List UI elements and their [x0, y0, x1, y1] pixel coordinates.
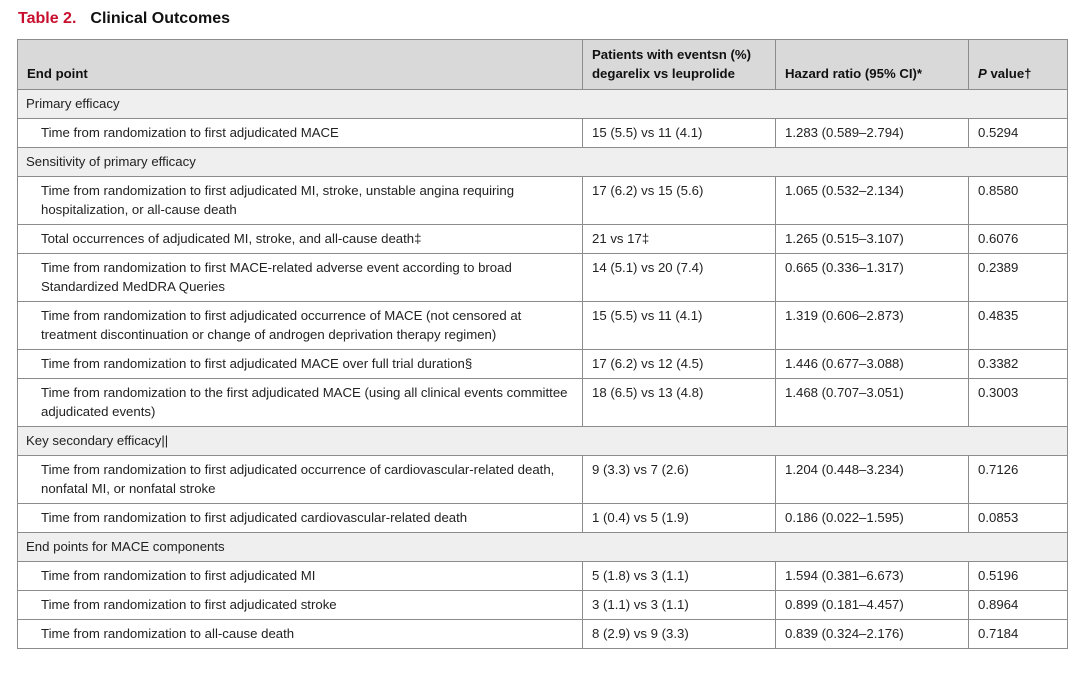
hazard-ratio-cell: 1.594 (0.381–6.673) [776, 562, 969, 591]
p-value-cell: 0.3003 [969, 379, 1068, 427]
endpoint-cell: Time from randomization to first adjudicated cardiovascular-related death [18, 504, 583, 533]
table-label: Table 2. [18, 10, 77, 27]
hazard-ratio-cell: 1.468 (0.707–3.051) [776, 379, 969, 427]
table-row [18, 504, 1068, 533]
table-row [18, 350, 1068, 379]
header-p-value [969, 40, 1068, 90]
header-patients [583, 40, 776, 90]
section-row [18, 90, 1068, 119]
endpoint-cell: Time from randomization to first adjudicated occurrence of MACE (not censored at treatment discontinuation or change of androgen deprivation therapy regimen) [18, 302, 583, 350]
hazard-ratio-cell: 0.839 (0.324–2.176) [776, 620, 969, 649]
header-patients-line2: degarelix vs leuprolide [592, 66, 735, 81]
table-row [18, 562, 1068, 591]
patients-cell: 8 (2.9) vs 9 (3.3) [583, 620, 776, 649]
table-title: Clinical Outcomes [90, 10, 230, 27]
endpoint-cell: Total occurrences of adjudicated MI, stroke, and all-cause death‡ [18, 225, 583, 254]
clinical-outcomes-table [17, 39, 1068, 649]
hazard-ratio-cell: 1.265 (0.515–3.107) [776, 225, 969, 254]
p-value-cell: 0.7126 [969, 456, 1068, 504]
p-value-cell: 0.7184 [969, 620, 1068, 649]
endpoint-cell: Time from randomization to first MACE-related adverse event according to broad Standardized MedDRA Queries [18, 254, 583, 302]
section-title: End points for MACE components [18, 533, 1068, 562]
patients-cell: 17 (6.2) vs 15 (5.6) [583, 177, 776, 225]
patients-cell: 18 (6.5) vs 13 (4.8) [583, 379, 776, 427]
table-caption [18, 10, 230, 28]
patients-cell: 9 (3.3) vs 7 (2.6) [583, 456, 776, 504]
patients-cell: 5 (1.8) vs 3 (1.1) [583, 562, 776, 591]
hazard-ratio-cell: 1.204 (0.448–3.234) [776, 456, 969, 504]
hazard-ratio-cell: 0.186 (0.022–1.595) [776, 504, 969, 533]
p-value-cell: 0.3382 [969, 350, 1068, 379]
hazard-ratio-cell: 1.065 (0.532–2.134) [776, 177, 969, 225]
section-title: Sensitivity of primary efficacy [18, 148, 1068, 177]
header-hazard-ratio: Hazard ratio (95% CI)* [776, 40, 969, 90]
endpoint-cell: Time from randomization to all-cause death [18, 620, 583, 649]
endpoint-cell: Time from randomization to first adjudicated MI [18, 562, 583, 591]
endpoint-cell: Time from randomization to first adjudicated occurrence of cardiovascular-related death, nonfatal MI, or nonfatal stroke [18, 456, 583, 504]
p-value-cell: 0.8580 [969, 177, 1068, 225]
table-row [18, 254, 1068, 302]
hazard-ratio-cell: 1.319 (0.606–2.873) [776, 302, 969, 350]
hazard-ratio-cell: 0.899 (0.181–4.457) [776, 591, 969, 620]
table-row [18, 177, 1068, 225]
endpoint-cell: Time from randomization to first adjudicated MACE over full trial duration§ [18, 350, 583, 379]
patients-cell: 21 vs 17‡ [583, 225, 776, 254]
p-value-cell: 0.5294 [969, 119, 1068, 148]
table-row [18, 456, 1068, 504]
endpoint-cell: Time from randomization to first adjudicated MACE [18, 119, 583, 148]
section-title: Primary efficacy [18, 90, 1068, 119]
hazard-ratio-cell: 0.665 (0.336–1.317) [776, 254, 969, 302]
p-value-cell: 0.0853 [969, 504, 1068, 533]
header-row [18, 40, 1068, 90]
patients-cell: 1 (0.4) vs 5 (1.9) [583, 504, 776, 533]
table-row [18, 620, 1068, 649]
table-row [18, 302, 1068, 350]
patients-cell: 15 (5.5) vs 11 (4.1) [583, 119, 776, 148]
patients-cell: 15 (5.5) vs 11 (4.1) [583, 302, 776, 350]
endpoint-cell: Time from randomization to first adjudicated stroke [18, 591, 583, 620]
table-row [18, 379, 1068, 427]
table-body [18, 90, 1068, 649]
hazard-ratio-cell: 1.283 (0.589–2.794) [776, 119, 969, 148]
section-row [18, 148, 1068, 177]
header-p-rest: value† [986, 66, 1032, 81]
hazard-ratio-cell: 1.446 (0.677–3.088) [776, 350, 969, 379]
patients-cell: 14 (5.1) vs 20 (7.4) [583, 254, 776, 302]
endpoint-cell: Time from randomization to first adjudicated MI, stroke, unstable angina requiring hospitalization, or all-cause death [18, 177, 583, 225]
table-row [18, 225, 1068, 254]
section-row [18, 533, 1068, 562]
p-value-cell: 0.5196 [969, 562, 1068, 591]
patients-cell: 17 (6.2) vs 12 (4.5) [583, 350, 776, 379]
p-value-cell: 0.2389 [969, 254, 1068, 302]
table-row [18, 591, 1068, 620]
header-patients-line1: Patients with eventsn (%) [592, 47, 752, 62]
patients-cell: 3 (1.1) vs 3 (1.1) [583, 591, 776, 620]
p-value-cell: 0.4835 [969, 302, 1068, 350]
header-p-italic: P [978, 66, 987, 81]
section-row [18, 427, 1068, 456]
p-value-cell: 0.6076 [969, 225, 1068, 254]
header-end-point: End point [18, 40, 583, 90]
section-title: Key secondary efficacy|| [18, 427, 1068, 456]
table-row [18, 119, 1068, 148]
p-value-cell: 0.8964 [969, 591, 1068, 620]
endpoint-cell: Time from randomization to the first adjudicated MACE (using all clinical events committee adjudicated events) [18, 379, 583, 427]
